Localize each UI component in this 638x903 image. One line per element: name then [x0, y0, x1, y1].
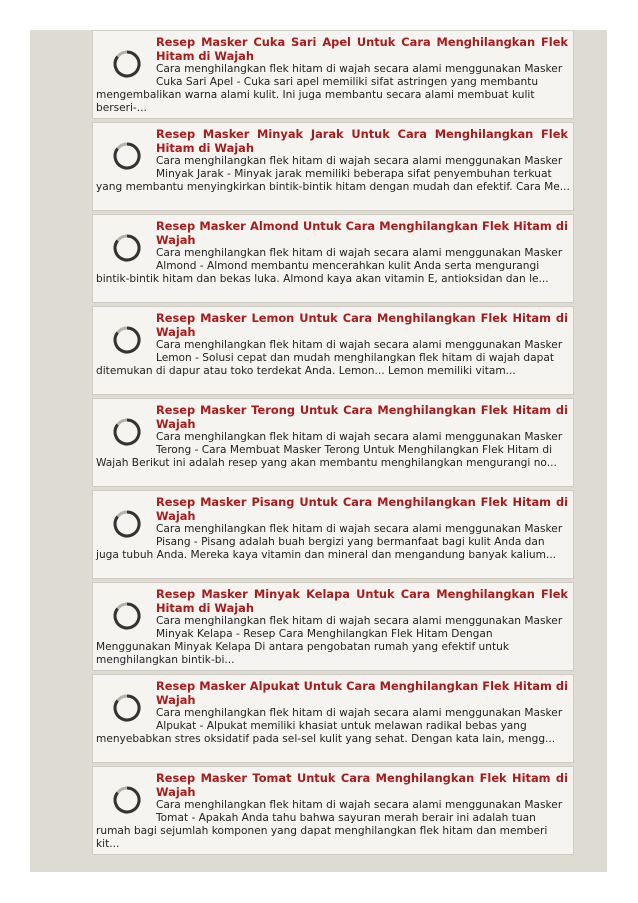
article-title-link[interactable]: Resep Masker Pisang Untuk Cara Menghilangkan Flek Hitam di Wajah — [156, 495, 568, 523]
article-card — [92, 398, 574, 487]
loading-spinner-icon — [96, 35, 156, 81]
loading-spinner-icon — [96, 127, 156, 173]
article-excerpt: Cara menghilangkan flek hitam di wajah secara alami menggunakan Masker Tomat - Apakah Anda tahu bahwa sayuran merah berair ini adalah tuan rumah bagi sejumlah komponen yang dapat menghilangkan flek hitam dan memberi kit... — [96, 799, 563, 850]
loading-spinner-icon — [96, 495, 156, 541]
article-excerpt: Cara menghilangkan flek hitam di wajah secara alami menggunakan Masker Lemon - Solusi cepat dan mudah menghilangkan flek hitam di wajah dapat ditemukan di dapur atau toko terdekat Anda. Lemon... Lemon memiliki vitam... — [96, 339, 563, 377]
article-title-link[interactable]: Resep Masker Cuka Sari Apel Untuk Cara Menghilangkan Flek Hitam di Wajah — [156, 35, 568, 63]
article-card — [92, 490, 574, 579]
article-card — [92, 674, 574, 763]
page-background — [30, 30, 607, 872]
article-title-link[interactable]: Resep Masker Terong Untuk Cara Menghilangkan Flek Hitam di Wajah — [156, 403, 568, 431]
loading-spinner-icon — [96, 311, 156, 357]
article-card — [92, 306, 574, 395]
article-list — [92, 30, 574, 872]
article-card — [92, 122, 574, 211]
loading-spinner-icon — [96, 219, 156, 265]
article-card — [92, 214, 574, 303]
article-excerpt: Cara menghilangkan flek hitam di wajah secara alami menggunakan Masker Cuka Sari Apel - Cuka sari apel memiliki sifat astringen yang membantu mengembalikan warna alami kulit. Ini juga membantu secara alami membuat kulit berseri-... — [96, 63, 563, 114]
article-excerpt: Cara menghilangkan flek hitam di wajah secara alami menggunakan Masker Minyak Jarak - Minyak jarak memiliki beberapa sifat penyembuhan terkuat yang membantu menyingkirkan bintik-bintik hitam dengan mudah dan efektif. Cara Me... — [96, 155, 570, 193]
article-card — [92, 766, 574, 855]
article-excerpt: Cara menghilangkan flek hitam di wajah secara alami menggunakan Masker Alpukat - Alpukat memiliki khasiat untuk melawan radikal bebas yang menyebabkan stres oksidatif pada sel-sel kulit yang sehat. Dengan kata lain, mengg... — [96, 707, 563, 745]
article-excerpt: Cara menghilangkan flek hitam di wajah secara alami menggunakan Masker Minyak Kelapa - Resep Cara Menghilangkan Flek Hitam Dengan Menggunakan Minyak Kelapa Di antara pengobatan rumah yang efektif untuk menghilangkan bintik-bi... — [96, 615, 563, 666]
loading-spinner-icon — [96, 403, 156, 449]
article-title-link[interactable]: Resep Masker Lemon Untuk Cara Menghilangkan Flek Hitam di Wajah — [156, 311, 568, 339]
article-title-link[interactable]: Resep Masker Tomat Untuk Cara Menghilangkan Flek Hitam di Wajah — [156, 771, 568, 799]
article-title-link[interactable]: Resep Masker Minyak Jarak Untuk Cara Menghilangkan Flek Hitam di Wajah — [156, 127, 568, 155]
article-card — [92, 582, 574, 671]
article-excerpt: Cara menghilangkan flek hitam di wajah secara alami menggunakan Masker Pisang - Pisang adalah buah bergizi yang bermanfaat bagi kulit Anda dan juga tubuh Anda. Mereka kaya vitamin dan mineral dan mengandung banyak kalium... — [96, 523, 563, 561]
article-title-link[interactable]: Resep Masker Alpukat Untuk Cara Menghilangkan Flek Hitam di Wajah — [156, 679, 568, 707]
article-title-link[interactable]: Resep Masker Minyak Kelapa Untuk Cara Menghilangkan Flek Hitam di Wajah — [156, 587, 568, 615]
loading-spinner-icon — [96, 587, 156, 633]
article-card — [92, 30, 574, 119]
loading-spinner-icon — [96, 771, 156, 817]
article-title-link[interactable]: Resep Masker Almond Untuk Cara Menghilangkan Flek Hitam di Wajah — [156, 219, 568, 247]
loading-spinner-icon — [96, 679, 156, 725]
article-excerpt: Cara menghilangkan flek hitam di wajah secara alami menggunakan Masker Terong - Cara Membuat Masker Terong Untuk Menghilangkan Flek Hitam di Wajah Berikut ini adalah resep yang akan membantu menghilangkan mengurangi no... — [96, 431, 563, 469]
article-excerpt: Cara menghilangkan flek hitam di wajah secara alami menggunakan Masker Almond - Almond membantu mencerahkan kulit Anda serta mengurangi bintik-bintik hitam dan bekas luka. Almond kaya akan vitamin E, antioksidan dan le... — [96, 247, 563, 285]
